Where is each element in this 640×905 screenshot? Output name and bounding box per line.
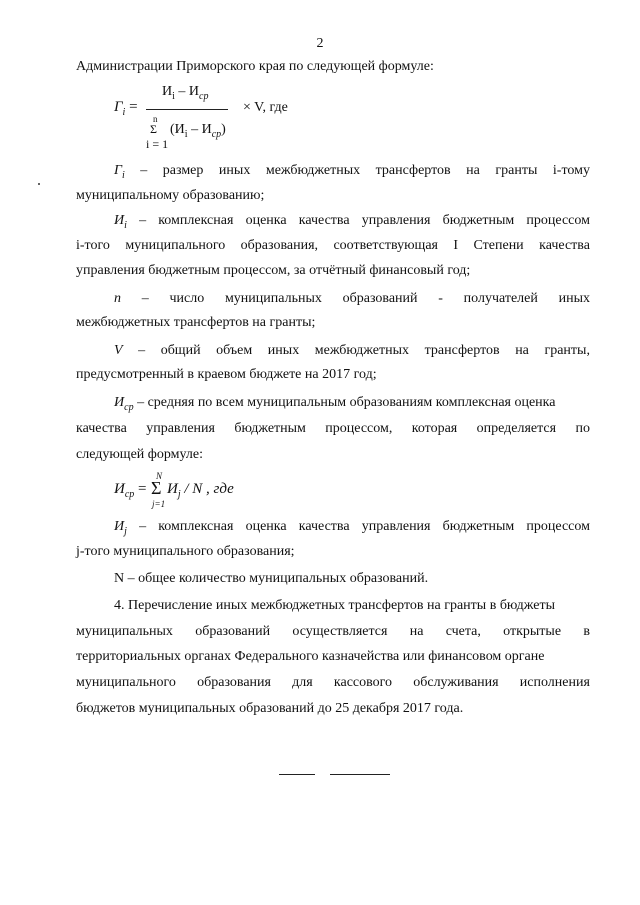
- para4-line5: бюджетов муниципальных образований до 25 декабря 2017 года.: [76, 701, 464, 716]
- def-n-line2: межбюджетных трансфертов на гранты;: [76, 315, 316, 330]
- formula2-lhs: $И_{ср}$ =: [114, 481, 147, 500]
- def-i-line3: управления бюджетным процессом, за отчётный финансовый год;: [76, 263, 471, 278]
- def-g-line1: $Г_i$ – размер иных межбюджетных трансфертов на гранты i-тому: [76, 162, 590, 185]
- fraction-bar: [146, 109, 228, 110]
- def-v-line2: предусмотренный в краевом бюджете на 2017 год;: [76, 367, 377, 382]
- def-g-symbol: $Г_i$: [114, 163, 125, 181]
- margin-dot: [38, 183, 40, 185]
- formula1-numerator: $И_i - И_{ср}$: [162, 84, 209, 102]
- formula2-term: $И_j$ / N , где: [167, 481, 234, 500]
- def-i-line1: $И_i$ – комплексная оценка качества управления бюджетным процессом: [76, 212, 590, 235]
- def-v-symbol: V: [114, 343, 123, 358]
- def-ij-line1: $И_j$ – комплексная оценка качества управления бюджетным процессом: [76, 518, 590, 541]
- def-ij-line2: j-того муниципального образования;: [76, 544, 295, 559]
- def-g-line2: муниципальному образованию;: [76, 188, 265, 203]
- para4-line4: муниципального образования для кассового обслуживания исполнения: [76, 675, 590, 690]
- def-n-line1: n – число муниципальных образований - получателей иных: [114, 291, 590, 306]
- def-i-line2: i-того муниципального образования, соответствующая I Степени качества: [76, 238, 590, 253]
- formula1-sum-top: n: [153, 114, 158, 124]
- def-icp-line2: качества управления бюджетным процессом, которая определяется по: [76, 421, 590, 436]
- def-icp-line1: $И_{ср}$ – средняя по всем муниципальным образованиям комплексная оценка: [114, 395, 556, 413]
- def-icp-line3: следующей формуле:: [76, 447, 203, 462]
- def-n-symbol: n: [114, 291, 121, 306]
- def-i-symbol: $И_i$: [114, 213, 127, 231]
- end-rule-right: [330, 774, 390, 775]
- formula2-sum-top: N: [156, 471, 163, 481]
- def-N: N – общее количество муниципальных образований.: [114, 571, 429, 586]
- def-ij-symbol: $И_j$: [114, 519, 127, 537]
- intro-line: Администрации Приморского края по следующей формуле:: [76, 59, 434, 74]
- formula1-sum-bottom: i = 1: [146, 137, 169, 151]
- def-v-line1: V – общий объем иных межбюджетных трансфертов на гранты,: [114, 343, 590, 358]
- def-icp-symbol: $И_{ср}$: [114, 395, 134, 413]
- para4-line2: муниципальных образований осуществляется на счета, открытые в: [76, 624, 590, 639]
- page-number: 2: [316, 36, 324, 51]
- formula1-sum-symbol: Σ: [150, 122, 157, 136]
- para4-line1: 4. Перечисление иных межбюджетных трансфертов на гранты в бюджеты: [114, 598, 556, 613]
- formula1-lhs: $Г_i$ =: [114, 99, 138, 118]
- formula2-sum-symbol: Σ: [151, 478, 162, 498]
- formula1-times: × V, где: [243, 100, 288, 115]
- end-rule-left: [279, 774, 315, 775]
- formula2-sum-bottom: j=1: [152, 499, 166, 509]
- formula1-denominator: $(И_i - И_{ср})$: [170, 122, 226, 140]
- para4-line3: территориальных органах Федерального казначейства или финансовом органе: [76, 649, 545, 664]
